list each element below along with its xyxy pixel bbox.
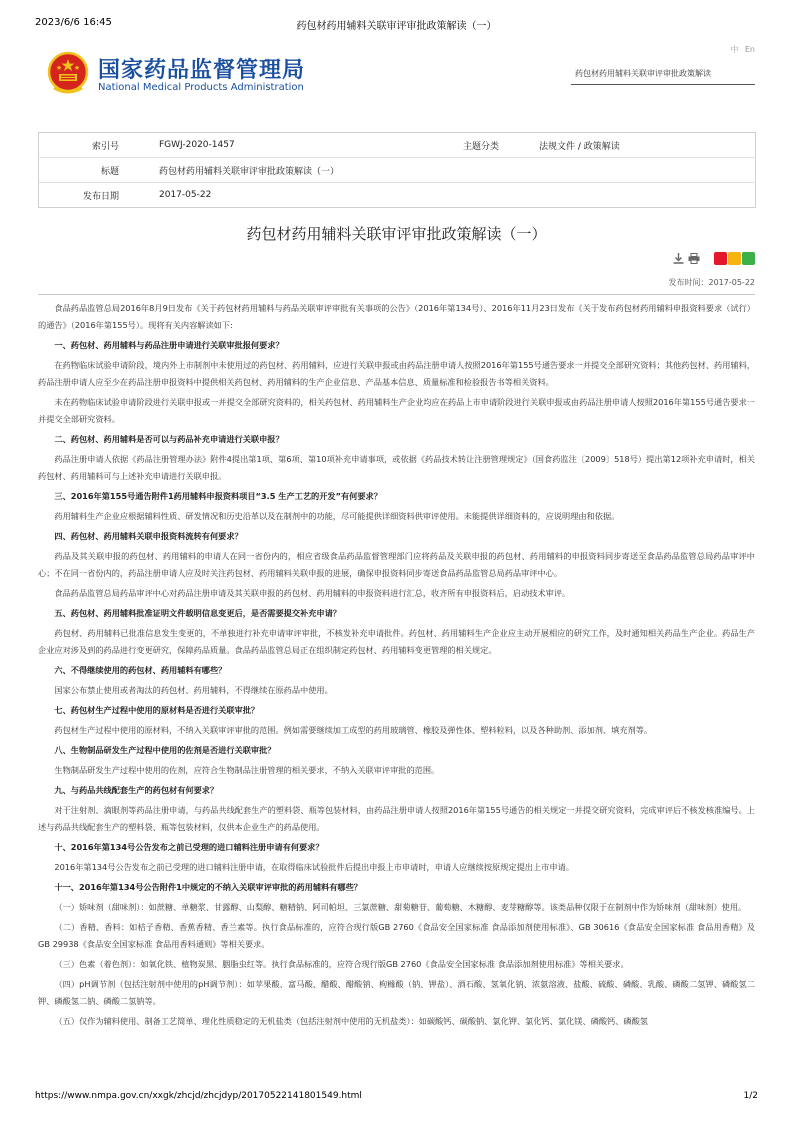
qzone-share-icon[interactable] [728,252,741,265]
print-page-number: 1/2 [743,1091,758,1101]
paragraph: 未在药物临床试验申请阶段进行关联申报或一并提交全部研究资料的，相关药包材、药用辅料生产企业均应在药品上市申请阶段进行关联申报或由药品注册申请人按照2016年第155号通告要求一并提交全部研究资料。 [38,397,755,424]
paragraph: 药品及其关联申报的药包材、药用辅料的申请人在同一省份内的，相应省级食品药品监督管理部门应将药品及关联申报的药包材、药用辅料的申报资料同步寄送至食品药品监管总局药品审评中心；不在同一省份内的，药品注册申请人应及时关注药包材、药用辅料关联申报的进展，确保申报资料同步寄送食品药品监管总局药品审评中心。 [38,551,755,578]
article-title: 药包材药用辅料关联审评审批政策解读（一） [246,225,547,243]
section-heading: 九、与药品共线配套生产的药包材有何要求？ [54,785,219,795]
section-heading: 四、药包材、药用辅料关联申报资料流转有何要求？ [54,531,243,541]
section-heading: 一、药包材、药用辅料与药品注册申请进行关联审批报何要求？ [54,340,284,350]
paragraph: （二）香精、香料：如桔子香精、香蕉香精、香兰素等。执行食品标准的，应符合现行版GB 2760《食品安全国家标准 食品添加剂使用标准》、GB 30616《食品安全国家标准 食品用香精》及GB 29938《食品安全国家标准 食品用香料通则》等相关要求。 [38,922,755,949]
breadcrumb: 药包材药用辅料关联审评审批政策解读 [571,65,755,85]
section-heading: 三、2016年第155号通告附件1药用辅料申报资料项目“3.5 生产工艺的开发”有何要求？ [54,491,382,501]
article-tools [672,250,755,266]
download-icon[interactable] [672,252,684,264]
pub-time-label: 发布时间： [668,278,709,287]
metadata-table [38,132,756,208]
paragraph: （五）仅作为辅料使用、制备工艺简单、理化性质稳定的无机盐类（包括注射剂中使用的无机盐类）：如碳酸钙、碳酸钠、氯化钾、氯化钙、氯化镁、磷酸钙、磷酸氢 [54,1016,648,1026]
paragraph: 药用辅料生产企业应根据辅料性质、研发情况和历史沿革以及在制剂中的功能，尽可能提供详细资料供审评使用。未能提供详细资料的，应说明理由和依据。 [54,511,620,521]
print-datetime: 2023/6/6 16:45 [35,17,112,28]
paragraph: 食品药品监管总局2016年8月9日发布《关于药包材药用辅料与药品关联审评审批有关事项的公告》（2016年第134号）、2016年11月23日发布《关于发布药包材药用辅料申报资料要求（试行）的通告》（2016年第155号）。现将有关内容解读如下: [38,303,755,330]
lang-cn-link[interactable]: 中 [730,45,739,54]
title-label: 标题 [39,158,160,183]
paragraph: （四）pH调节剂（包括注射剂中使用的pH调节剂）：如苹果酸、富马酸、醋酸、醋酸钠、枸橼酸（钠、钾盐）、酒石酸、氢氧化钠、浓氨溶液、盐酸、硫酸、磷酸、乳酸、磷酸二氢钾、磷酸氢二钾、磷酸氢二钠、磷酸二氢钠等。 [38,979,755,1006]
index-value: FGWJ-2020-1457 [159,133,399,158]
article-body [38,300,755,1033]
section-heading: 七、药包材生产过程中使用的原材料是否进行关联审批？ [54,705,260,715]
paragraph: 对于注射剂、滴眼剂等药品注册申请，与药品共线配套生产的塑料袋、瓶等包装材料，由药品注册申请人按照2016年第155号通告的相关规定一并提交研究资料，完成审评后不核发核准编号。上述与药品共线配套生产的塑料袋、瓶等包装材料，仅供本企业生产的药品使用。 [38,805,755,832]
print-icon[interactable] [688,252,700,264]
pub-time-value: 2017-05-22 [708,278,755,287]
category-value: 法规文件 / 政策解读 [539,133,756,158]
wechat-share-icon[interactable] [742,252,755,265]
section-heading: 十一、2016年第134号公告附件1中规定的不纳入关联审评审批的药用辅料有哪些？ [54,882,362,892]
paragraph: 生物制品研发生产过程中使用的佐剂，应符合生物制品注册管理的相关要求，不纳入关联审评审批的范围。 [54,765,440,775]
print-header [35,17,758,31]
section-heading: 十、2016年第134号公告发布之前已受理的进口辅料注册申请有何要求？ [54,842,324,852]
paragraph: （三）色素（着色剂）：如氧化铁、植物炭黑、胭脂虫红等。执行食品标准的，应符合现行版GB 2760《食品安全国家标准 食品添加剂使用标准》等相关要求。 [54,959,629,969]
paragraph: 国家公布禁止使用或者淘汰的药包材、药用辅料，不得继续在原药品中使用。 [54,685,333,695]
section-heading: 六、不得继续使用的药包材、药用辅料有哪些？ [54,665,227,675]
paragraph: 食品药品监管总局药品审评中心对药品注册申请及其关联申报的药包材、药用辅料的申报资料进行汇总，收齐所有申报资料后，启动技术审评。 [54,588,571,598]
paragraph: 药包材、药用辅料已批准信息发生变更的，不单独进行补充申请审评审批，不核发补充申请批件。药包材、药用辅料生产企业应主动开展相应的研究工作，及时通知相关药品生产企业。药品生产企业应对涉及到的药品进行变更研究，保障药品质量。食品药品监管总局正在组织制定药包材、药用辅料变更管理的相关规定。 [38,628,755,655]
lang-en-link[interactable]: En [744,45,755,54]
paragraph: 药品注册申请人依据《药品注册管理办法》附件4提出第1项、第6项、第10项补充申请事项，或依据《药品技术转让注册管理规定》（国食药监注〔2009〕518号）提出第12项补充申请时，相关药包材、药用辅料可与上述补充申请进行关联申报。 [38,454,755,481]
paragraph: （一）矫味剂（甜味剂）：如蔗糖、单糖浆、甘露醇、山梨醇、糖精钠、阿司帕坦、三氯蔗糖、甜菊糖苷、葡萄糖、木糖醇、麦芽糖醇等。该类品种仅限于在制剂中作为矫味剂（甜味剂）使用。 [54,902,747,912]
language-switch [726,44,755,55]
date-value: 2017-05-22 [159,190,212,200]
table-row [39,183,756,208]
site-header [38,40,755,102]
table-row [39,158,756,183]
print-page-title: 药包材药用辅料关联审评审批政策解读（一） [296,21,497,32]
print-url: https://www.nmpa.gov.cn/xxgk/zhcjd/zhcjdyp/20170522141801549.html [35,1091,362,1101]
section-heading: 二、药包材、药用辅料是否可以与药品补充申请进行关联申报？ [54,434,284,444]
category-label: 主题分类 [399,133,539,158]
site-name-cn[interactable]: 国家药品监督管理局 [98,58,306,83]
weibo-share-icon[interactable] [714,252,727,265]
paragraph: 药包材生产过程中使用的原材料，不纳入关联审评审批的范围。例如需要继续加工成型的药用玻璃管、橡胶及弹性体、塑料粒料，以及各种助剂、添加剂、填充剂等。 [54,725,653,735]
share-buttons [714,252,755,265]
pub-time [38,277,755,295]
national-emblem-icon[interactable] [44,50,92,98]
section-heading: 五、药包材、药用辅料批准证明文件载明信息变更后，是否需要提交补充申请？ [54,608,341,618]
index-label: 索引号 [39,133,160,158]
site-name-en[interactable]: National Medical Products Administration [98,82,304,93]
date-label: 发布日期 [82,191,119,202]
section-heading: 八、生物制品研发生产过程中使用的佐剂是否进行关联审批？ [54,745,276,755]
title-value: 药包材药用辅料关联审评审批政策解读（一） [159,158,756,183]
table-row [39,133,756,158]
paragraph: 2016年第134号公告发布之前已受理的进口辅料注册申请，在取得临床试验批件后提出申报上市申请时，申请人应继续按原规定提出上市申请。 [54,862,574,872]
paragraph: 在药物临床试验申请阶段，境内外上市制剂中未使用过的药包材、药用辅料，应进行关联申报或由药品注册申请人按照2016年第155号通告要求一并提交全部研究资料；其他药包材、药用辅料，药品注册申请人应至少在药品注册申报资料中提供相关药包材、药用辅料的生产企业信息、产品基本信息、质量标准和检验报告书等相关资料。 [38,360,755,387]
